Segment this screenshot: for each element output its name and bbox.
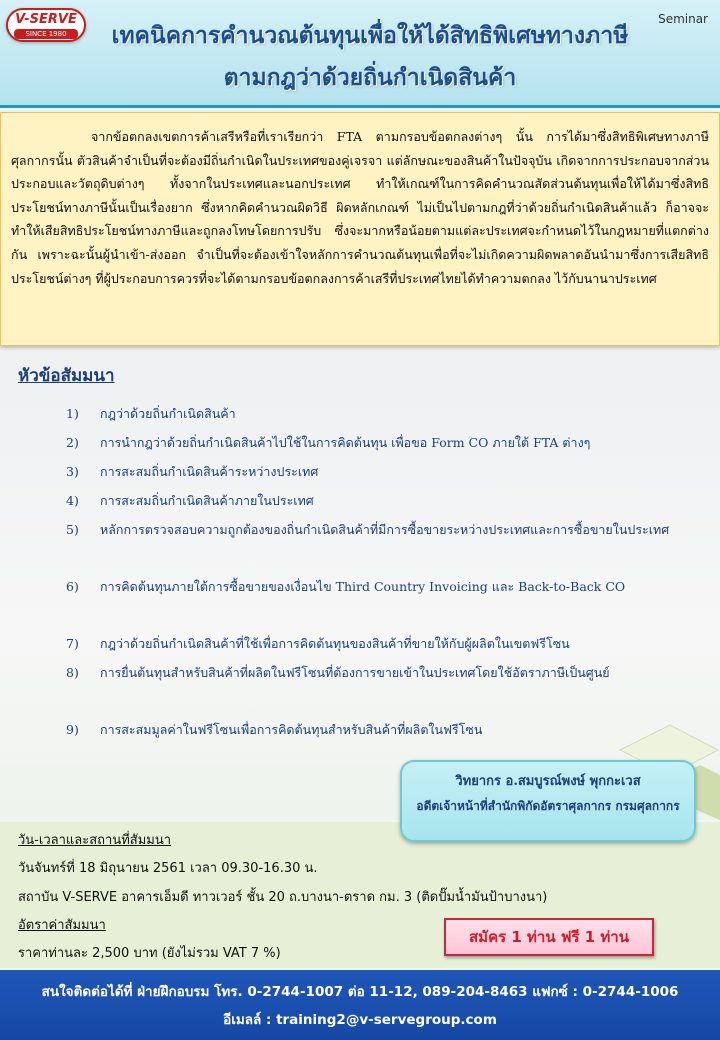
logo-brand-text: V-SERVE: [15, 12, 77, 27]
topic-number: 2): [66, 435, 79, 450]
fee-heading: อัตราค่าสัมมนา: [18, 918, 106, 933]
details-heading: วัน-เวลาและสถานที่สัมมนา: [18, 833, 172, 848]
topic-text: กฎว่าด้วยถิ่นกำเนิดสินค้าที่ใช้เพื่อการคิดต้นทุนของสินค้าที่ขายให้กับผู้ผลิตในเขตฟรีโซน: [100, 636, 570, 651]
topic-number: 3): [66, 464, 79, 479]
topic-number: 5): [66, 522, 79, 537]
topic-number: 6): [66, 579, 79, 594]
topic-text: หลักการตรวจสอบความถูกต้องของถิ่นกำเนิดสินค้าที่มีการซื้อขายระหว่างประเทศและการซื้อขายในประเทศ: [100, 522, 670, 537]
speaker-name: วิทยากร อ.สมบูรณ์พงษ์ พุกกะเวส: [455, 774, 641, 789]
contact-email[interactable]: อีเมลล์ : training2@v-servegroup.com: [223, 1012, 497, 1028]
contact-phone: สนใจติดต่อได้ที่ ฝ่ายฝึกอบรม โทร. 0-2744-1007 ต่อ 11-12, 089-204-8463 แฟกซ์ : 0-2744-1006: [41, 984, 679, 1000]
page-title-line2: ตามกฎว่าด้วยถิ่นกำเนิดสินค้า: [223, 64, 517, 91]
contact-footer: [0, 970, 720, 1040]
logo-since-text: SINCE 1980: [14, 29, 78, 39]
page-title-line1: เทคนิคการคำนวณต้นทุนเพื่อให้ได้สิทธิพิเศษทางภาษี: [111, 22, 629, 49]
header-banner: [0, 0, 720, 108]
seminar-venue: สถาบัน V-SERVE อาคารเอ็มดี ทาวเวอร์ ชั้น 20 ถ.บางนา-ตราด กม. 3 (ติดปั๊มน้ำมันป้าบางนา): [18, 890, 548, 905]
topic-text: การสะสมถิ่นกำเนิดสินค้าภายในประเทศ: [100, 493, 314, 508]
topic-number: 7): [66, 636, 79, 651]
intro-box: [0, 112, 720, 346]
speaker-position: อดีตเจ้าหน้าที่สำนักพิกัดอัตราศุลกากร กรมศุลกากร: [416, 799, 680, 813]
topic-text: การคิดต้นทุนภายใต้การซื้อขายของเงื่อนไข Third Country Invoicing และ Back-to-Back CO: [100, 579, 626, 594]
promo-badge: สมัคร 1 ท่าน ฟรี 1 ท่าน: [444, 918, 654, 956]
topic-number: 4): [66, 493, 79, 508]
speaker-box: [400, 760, 696, 842]
topic-text: การยื่นต้นทุนสำหรับสินค้าที่ผลิตในฟรีโซนที่ต้องการขายเข้าในประเทศโดยใช้อัตราภาษีเป็นศูนย์: [100, 665, 610, 680]
topic-number: 8): [66, 665, 79, 680]
topics-heading: หัวข้อสัมมนา: [18, 366, 115, 386]
topic-text: การนำกฎว่าด้วยถิ่นกำเนิดสินค้าไปใช้ในการคิดต้นทุน เพื่อขอ Form CO ภายใต้ FTA ต่างๆ: [100, 435, 591, 450]
topic-number: 9): [66, 722, 79, 737]
seminar-tag: Seminar: [658, 12, 708, 26]
seminar-fee: ราคาท่านละ 2,500 บาท (ยังไม่รวม VAT 7 %): [18, 946, 281, 961]
topic-number: 1): [66, 406, 79, 421]
seminar-date: วันจันทร์ที่ 18 มิถุนายน 2561 เวลา 09.30-16.30 น.: [18, 861, 318, 876]
topic-text: กฎว่าด้วยถิ่นกำเนิดสินค้า: [100, 406, 236, 421]
intro-paragraph: จากข้อตกลงเขตการค้าเสรีหรือที่เราเรียกว่า FTA ตามกรอบข้อตกลงต่างๆ นั้น การได้มาซึ่งสิทธิพิเศษทางภาษีศุลกากรนั้น ตัวสินค้าจำเป็นที่จะต้องมีถิ่นกำเนิดในประเทศของคู่เจรจา แต่ลักษณะของสินค้าในปัจจุบัน เกิดจากการประกอบจากส่วนประกอบและวัตถุดิบต่างๆ ทั้งจากในประเทศและนอกประเทศ ทำให้เกณฑ์ในการคิดคำนวณสัดส่วนต้นทุนเพื่อให้ได้มาซึ่งสิทธิประโยชน์ทางภาษีนั้นเป็นเรื่องยาก ซึ่งหากคิดคำนวณผิดวิธี ผิดหลักเกณฑ์ ไม่เป็นไปตามกฎที่ว่าด้วยถิ่นกำเนิดสินค้าแล้ว ก็อาจจะทำให้เสียสิทธิประโยชน์ทางภาษีและถูกลงโทษโดยการปรับ ซึ่งจะมากหรือน้อยตามแต่ละประเทศจะกำหนดไว้ในกฎหมายที่แตกต่างกัน เพราะฉะนั้นผู้นำเข้า-ส่งออก จำเป็นที่จะต้องเข้าใจหลักการคำนวณต้นทุนเพื่อที่จะไม่เกิดความผิดพลาดอันนำมาซึ่งการเสียสิทธิประโยชน์ต่างๆ ที่ผู้ประกอบการควรที่จะได้ตามกรอบข้อตกลงการค้าเสรีที่ประเทศไทยได้ทำความตกลง ไว้กับนานาประเทศ: [11, 129, 709, 286]
topic-text: การสะสมมูลค่าในฟรีโซนเพื่อการคิดต้นทุนสำหรับสินค้าที่ผลิตในฟรีโซน: [100, 722, 483, 737]
vserve-logo: [6, 8, 86, 42]
topic-text: การสะสมถิ่นกำเนิดสินค้าระหว่างประเทศ: [100, 464, 319, 479]
